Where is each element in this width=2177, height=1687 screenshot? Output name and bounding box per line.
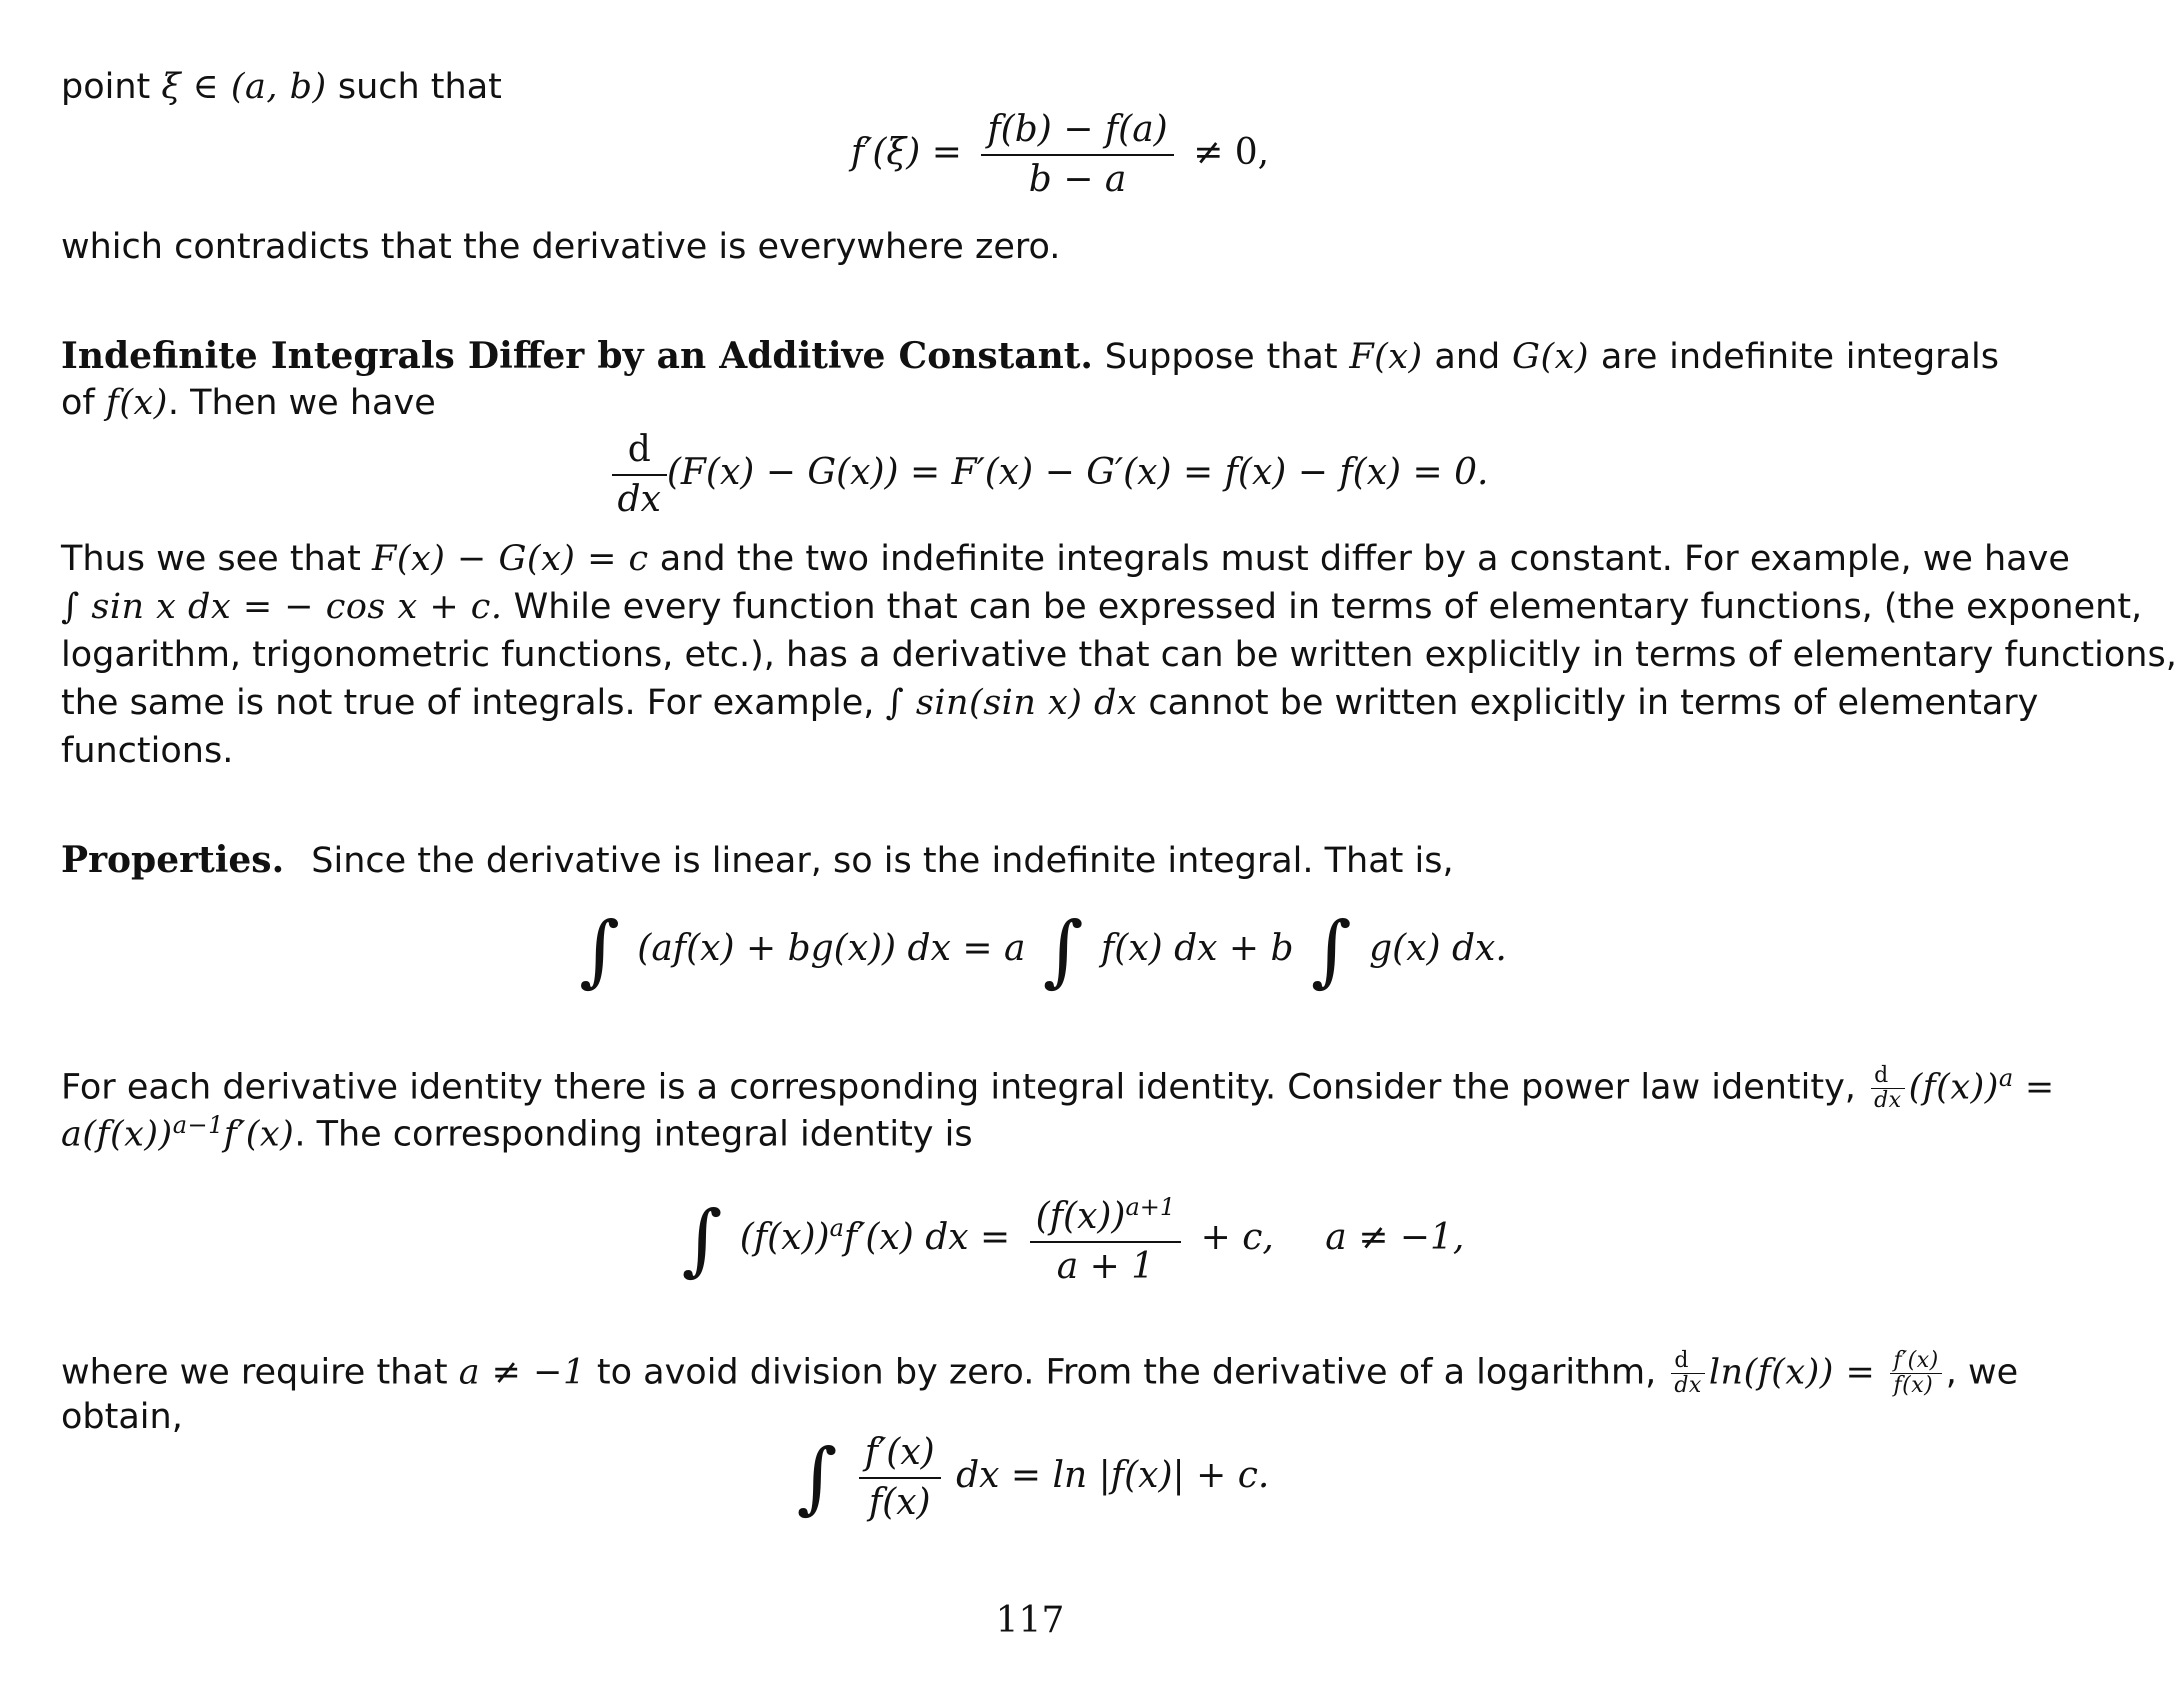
math-inline: (f(x)) (1908, 1067, 1999, 1108)
indefinite-para-line-1 (61, 539, 2070, 579)
equation-part: (f(x)) (739, 1217, 830, 1258)
fraction-numerator (1030, 1195, 1182, 1243)
equation-part: dx = ln |f(x)| + c. (956, 1455, 1270, 1496)
fraction-numerator: d (1671, 1350, 1705, 1374)
indefinite-para-line-5: functions. (61, 731, 234, 771)
math-inline: F(x) − G(x) = c (372, 539, 649, 579)
superscript: a (1998, 1063, 2014, 1092)
fraction-denominator: dx (1674, 1373, 1702, 1398)
indefinite-para-line-2 (61, 587, 2143, 627)
superscript: a−1 (172, 1111, 224, 1139)
properties-para-line-1 (61, 1063, 2055, 1113)
equation-part: f(x) dx + b (1100, 928, 1294, 970)
fraction-denominator: f(x) (1893, 1373, 1934, 1398)
math-inline: a(f(x)) (61, 1114, 173, 1155)
equation-power-law-integral (61, 1195, 2039, 1285)
text: and the two indefinite integrals must differ by a constant. For example, we have (659, 539, 2070, 579)
text: For each derivative identity there is a corresponding integral identity. Consider the power law identity, (61, 1067, 1856, 1108)
text: where we require that (61, 1352, 448, 1393)
fraction-denominator: b − a (1028, 159, 1127, 200)
text: cannot be written explicitly in terms of elementary (1148, 683, 2039, 723)
math-inline: f(x) (105, 383, 168, 423)
text: . Then we have (167, 383, 436, 423)
equation-rhs: ≠ 0, (1193, 132, 1270, 173)
fraction (612, 429, 667, 520)
equation-part: (af(x) + bg(x)) dx = a (637, 928, 1026, 970)
fraction-denominator: f(x) (868, 1482, 931, 1523)
small-fraction (1871, 1065, 1905, 1112)
superscript: a+1 (1125, 1193, 1176, 1221)
integral-sign-icon: ∫ (579, 906, 620, 996)
intro-line-2: which contradicts that the derivative is everywhere zero. (61, 227, 1061, 267)
properties-line-1 (61, 839, 1999, 881)
text: . The corresponding integral identity is (294, 1114, 973, 1155)
fraction-numerator: f′(x) (859, 1435, 941, 1479)
fraction-numerator: f(b) − f(a) (981, 112, 1173, 156)
equation-mean-value (61, 109, 2029, 200)
equation-linearity (61, 906, 2009, 996)
text: Suppose that (1104, 337, 1338, 377)
equation-part: f′(x) dx = (843, 1217, 1011, 1258)
math-inline: ξ ∈ (a, b) (161, 67, 327, 107)
equation-log-integral (61, 1432, 1999, 1523)
page-number: 117 (995, 1600, 1065, 1641)
properties-para-line-3 (61, 1348, 2019, 1398)
indefinite-para-line-4 (61, 683, 2039, 723)
text: Thus we see that (61, 539, 361, 579)
integral-sign-icon: ∫ (1042, 906, 1084, 996)
fraction (981, 109, 1173, 200)
text: While every function that can be expressed in terms of elementary functions, (the exponent, (513, 587, 2143, 627)
numerator-base: (f(x)) (1035, 1196, 1126, 1237)
properties-para-line-2 (61, 1113, 1999, 1153)
superscript: a (829, 1214, 844, 1242)
math-inline: ln(f(x)) = (1708, 1352, 1876, 1393)
text: are indefinite integrals (1600, 337, 1999, 377)
integral-sign-icon: ∫ (681, 1194, 723, 1285)
document-page (61, 0, 2177, 1687)
math-inline: a ≠ −1 (458, 1352, 586, 1393)
integral-sign-icon: ∫ (796, 1432, 838, 1523)
fraction-denominator: dx (617, 479, 661, 520)
indefinite-line-1 (61, 335, 1999, 377)
small-fraction (1890, 1350, 1941, 1397)
text: such that (337, 67, 502, 107)
math-inline: F(x) (1349, 337, 1423, 377)
math-inline: f′(x) (223, 1114, 295, 1155)
equation-part: g(x) dx. (1369, 928, 1507, 970)
indefinite-para-line-3: logarithm, trigonometric functions, etc.), has a derivative that can be written explicitly in terms of elementary functions, (61, 635, 2177, 675)
math-inline: = (2024, 1067, 2055, 1108)
equation-condition: a ≠ −1, (1325, 1217, 1465, 1258)
math-inline: G(x) (1512, 337, 1590, 377)
equation-part: + c, (1200, 1217, 1274, 1258)
text: Since the derivative is linear, so is the indefinite integral. That is, (311, 841, 1454, 881)
fraction-denominator: a + 1 (1056, 1246, 1155, 1287)
text: of (61, 383, 95, 423)
fraction-numerator: d (612, 432, 667, 476)
indefinite-line-2 (61, 383, 1999, 423)
math-inline: ∫ sin x dx = − cos x + c. (61, 587, 503, 627)
equation-lhs: f′(ξ) = (850, 132, 962, 173)
math-inline: ∫ sin(sin x) dx (885, 683, 1138, 723)
section-heading: Indefinite Integrals Differ by an Additive Constant. (61, 335, 1093, 377)
text: to avoid division by zero. From the derivative of a logarithm, (596, 1352, 1657, 1393)
text: point (61, 67, 151, 107)
fraction (859, 1432, 941, 1523)
small-fraction (1671, 1350, 1705, 1397)
properties-para-line-4: obtain, (61, 1397, 183, 1437)
fraction-numerator: f′(x) (1890, 1350, 1941, 1374)
fraction (1030, 1195, 1182, 1285)
fraction-numerator: d (1871, 1065, 1905, 1089)
equation-derivative-difference (61, 429, 2019, 520)
equation-rest: (F(x) − G(x)) = F′(x) − G′(x) = f(x) − f(x) = 0. (666, 452, 1489, 493)
intro-line-1 (61, 67, 1999, 107)
fraction-denominator: dx (1874, 1088, 1902, 1113)
text: the same is not true of integrals. For example, (61, 683, 875, 723)
section-heading: Properties. (61, 839, 285, 881)
integral-sign-icon: ∫ (1311, 906, 1352, 996)
text: and (1434, 337, 1501, 377)
text: , we (1945, 1352, 2019, 1393)
